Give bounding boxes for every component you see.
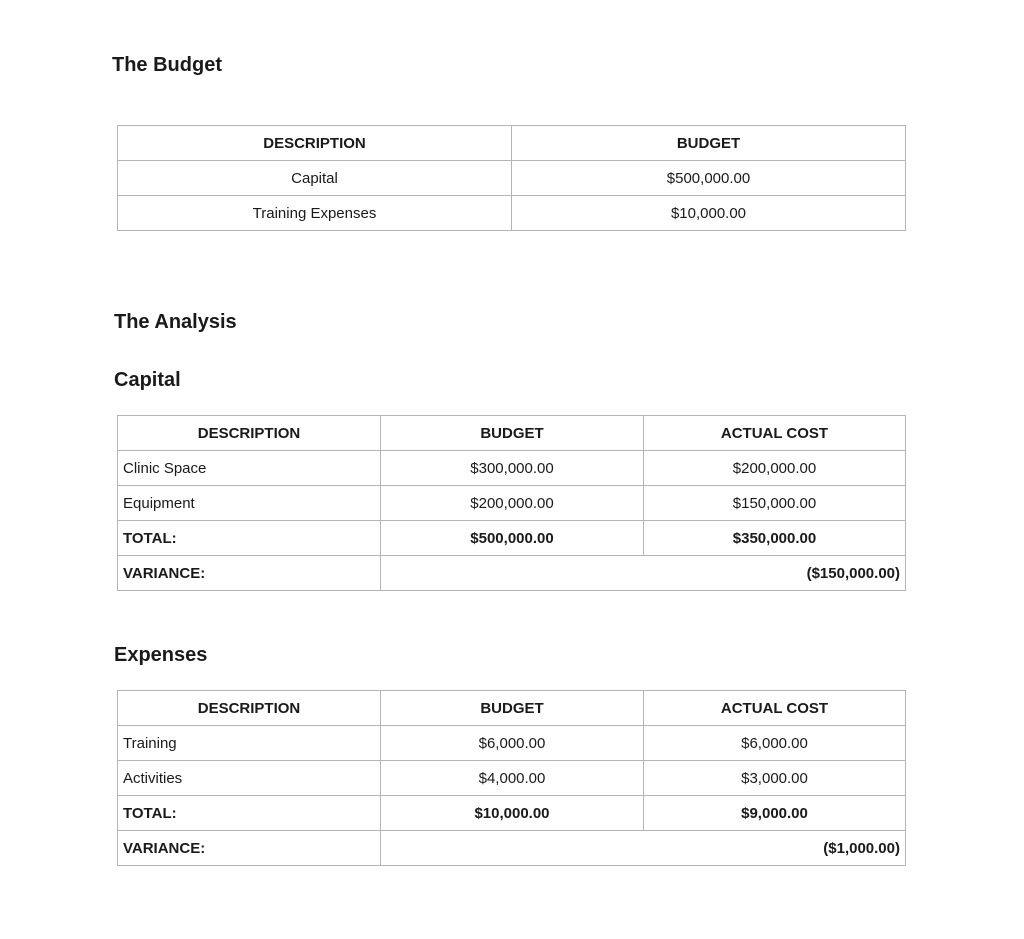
table-row — [118, 161, 906, 196]
column-header-description: DESCRIPTION — [118, 126, 512, 161]
expenses-analysis-table — [117, 690, 906, 866]
expenses-subsection-title: Expenses — [114, 644, 208, 666]
column-header-description: DESCRIPTION — [118, 416, 381, 451]
total-actual-cost: $9,000.00 — [644, 796, 906, 831]
analysis-section-title: The Analysis — [114, 311, 237, 333]
capital-analysis-table — [117, 415, 906, 591]
variance-value: ($1,000.00) — [381, 831, 906, 866]
table-row — [118, 726, 906, 761]
row-budget: $4,000.00 — [381, 761, 644, 796]
row-budget: $10,000.00 — [512, 196, 906, 231]
total-label: TOTAL: — [118, 521, 381, 556]
column-header-actual-cost: ACTUAL COST — [644, 416, 906, 451]
budget-table — [117, 125, 906, 231]
variance-row — [118, 556, 906, 591]
row-budget: $200,000.00 — [381, 486, 644, 521]
table-header-row — [118, 416, 906, 451]
total-actual-cost: $350,000.00 — [644, 521, 906, 556]
total-row — [118, 521, 906, 556]
table-row — [118, 486, 906, 521]
total-budget: $10,000.00 — [381, 796, 644, 831]
row-description: Training Expenses — [118, 196, 512, 231]
total-budget: $500,000.00 — [381, 521, 644, 556]
row-description: Capital — [118, 161, 512, 196]
row-actual-cost: $150,000.00 — [644, 486, 906, 521]
variance-value: ($150,000.00) — [381, 556, 906, 591]
table-row — [118, 196, 906, 231]
row-description: Clinic Space — [118, 451, 381, 486]
table-row — [118, 451, 906, 486]
total-label: TOTAL: — [118, 796, 381, 831]
budget-section-title: The Budget — [112, 54, 222, 76]
row-budget: $500,000.00 — [512, 161, 906, 196]
row-description: Activities — [118, 761, 381, 796]
variance-label: VARIANCE: — [118, 556, 381, 591]
variance-label: VARIANCE: — [118, 831, 381, 866]
row-description: Training — [118, 726, 381, 761]
column-header-budget: BUDGET — [381, 691, 644, 726]
row-description: Equipment — [118, 486, 381, 521]
table-header-row — [118, 126, 906, 161]
row-actual-cost: $200,000.00 — [644, 451, 906, 486]
capital-subsection-title: Capital — [114, 369, 181, 391]
column-header-budget: BUDGET — [512, 126, 906, 161]
variance-row — [118, 831, 906, 866]
total-row — [118, 796, 906, 831]
table-row — [118, 761, 906, 796]
row-budget: $6,000.00 — [381, 726, 644, 761]
row-budget: $300,000.00 — [381, 451, 644, 486]
table-header-row — [118, 691, 906, 726]
row-actual-cost: $3,000.00 — [644, 761, 906, 796]
column-header-actual-cost: ACTUAL COST — [644, 691, 906, 726]
row-actual-cost: $6,000.00 — [644, 726, 906, 761]
column-header-description: DESCRIPTION — [118, 691, 381, 726]
column-header-budget: BUDGET — [381, 416, 644, 451]
